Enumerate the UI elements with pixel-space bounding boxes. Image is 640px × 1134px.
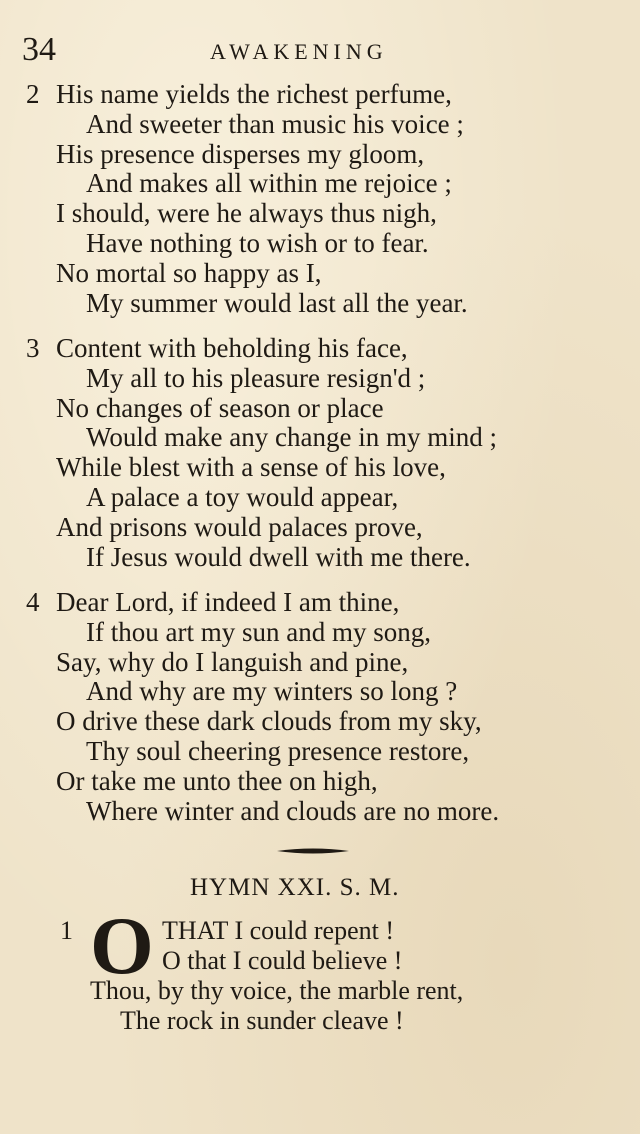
- verse-line: Where winter and clouds are no more.: [86, 795, 500, 826]
- verse-line: Thou, by thy voice, the marble rent,: [90, 976, 464, 1005]
- verse-line: His presence disperses my gloom,: [56, 138, 425, 169]
- verse-line: 2 His name yields the richest perfume,: [26, 79, 452, 109]
- stanza-number: 4: [26, 587, 40, 617]
- running-head: AWAKENING: [210, 39, 388, 64]
- stanza-number: 3: [26, 333, 40, 363]
- verse-line: And why are my winters so long ?: [86, 676, 458, 707]
- verse-line: Thy soul cheering presence restore,: [86, 735, 470, 766]
- verse-line: A palace a toy would appear,: [86, 481, 399, 512]
- verse-line: If Jesus would dwell with me there.: [86, 541, 471, 572]
- verse-line: No changes of season or place: [56, 392, 384, 423]
- verse-line: O that I could believe !: [162, 946, 403, 975]
- verse-line: I should, were he always thus nigh,: [56, 198, 437, 229]
- stanza-3: [26, 334, 586, 572]
- verse-line: My all to his pleasure resign'd ;: [86, 362, 426, 393]
- page-number: 34: [22, 31, 56, 68]
- ornamental-rule: [277, 846, 349, 856]
- verse-line: Would make any change in my mind ;: [86, 422, 497, 453]
- stanza-2: [26, 80, 586, 318]
- verse-line: 1 THAT I could repent !: [60, 916, 395, 945]
- verse-line: And makes all within me rejoice ;: [86, 168, 452, 199]
- verse-line: My summer would last all the year.: [86, 287, 468, 318]
- verse-line: While blest with a sense of his love,: [56, 452, 446, 483]
- verse-line: 3 Content with beholding his face,: [26, 333, 408, 363]
- verse-line: No mortal so happy as I,: [56, 257, 322, 288]
- stanza-number: 1: [60, 916, 73, 945]
- verse-line: Say, why do I languish and pine,: [56, 646, 409, 677]
- verse-line: O drive these dark clouds from my sky,: [56, 706, 482, 737]
- verse-line: Or take me unto thee on high,: [56, 765, 378, 796]
- verse-line: Have nothing to wish or to fear.: [86, 227, 429, 258]
- verse-line: 4 Dear Lord, if indeed I am thine,: [26, 587, 400, 617]
- drop-cap: O: [90, 900, 154, 991]
- verse-line: And prisons would palaces prove,: [56, 511, 423, 542]
- stanza-number: 2: [26, 79, 40, 109]
- page-header: [22, 30, 542, 70]
- hymn-stanza-1: [60, 900, 580, 1036]
- stanza-4: [26, 588, 586, 826]
- verse-line: And sweeter than music his voice ;: [86, 108, 464, 139]
- verse-line: If thou art my sun and my song,: [86, 616, 431, 647]
- hymn-title: HYMN XXI. S. M.: [190, 874, 400, 901]
- verse-line: The rock in sunder cleave !: [120, 1006, 404, 1035]
